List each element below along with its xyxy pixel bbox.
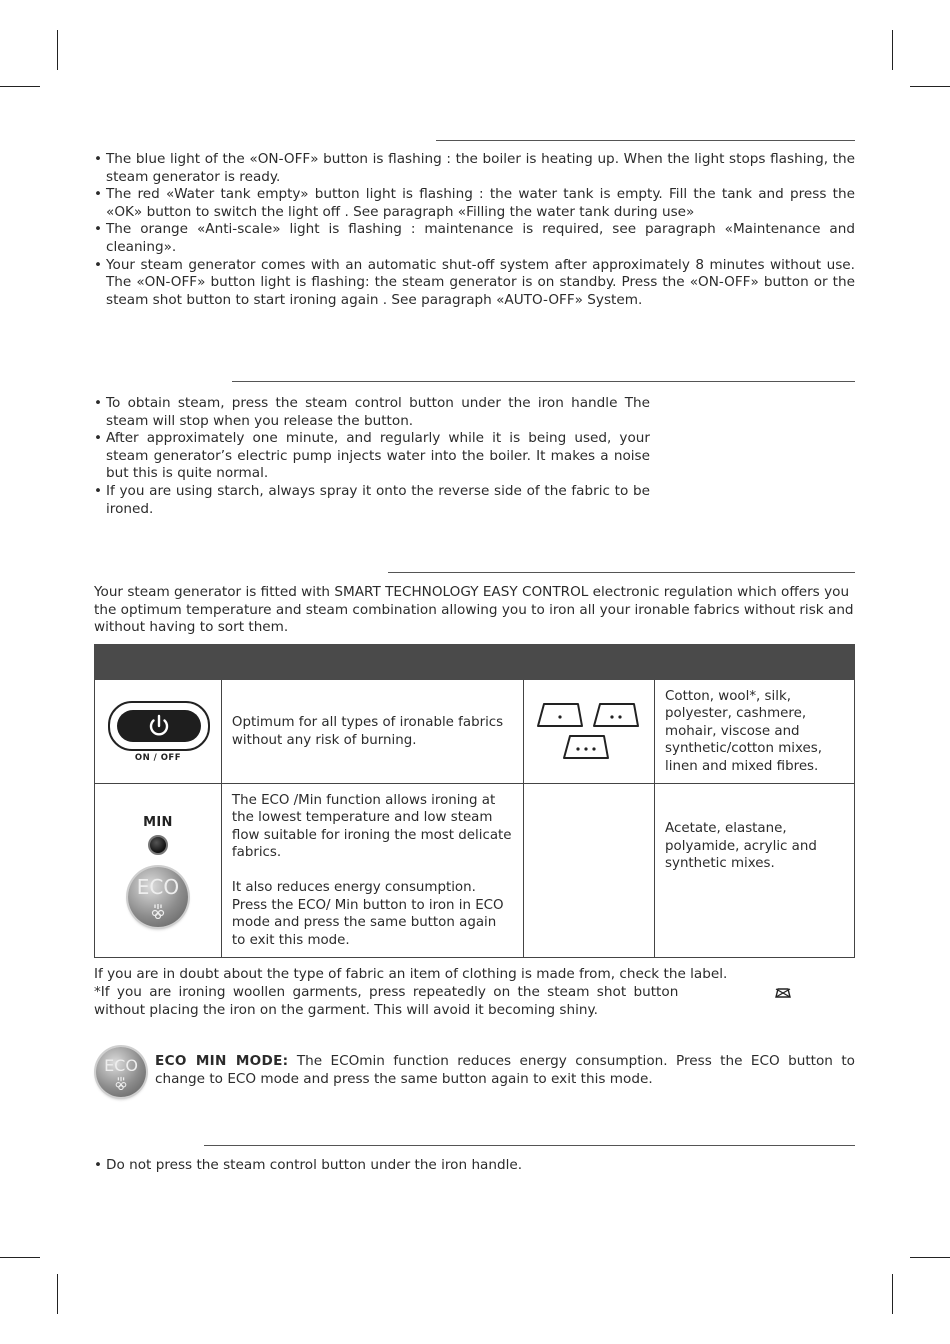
table-header-cell bbox=[524, 645, 655, 680]
table-row bbox=[95, 680, 855, 784]
onoff-button-outline bbox=[108, 701, 210, 751]
list-item: • To obtain steam, press the steam control button under the iron handle The steam will stop when you release the button. bbox=[94, 395, 650, 430]
list-item: • The red «Water tank empty» button light is flashing : the water tank is empty. Fill the tank and press the «OK» button to switch the light off . See paragraph «Filling the water tank during use» bbox=[94, 186, 855, 221]
crop-mark bbox=[910, 1257, 950, 1258]
power-icon bbox=[117, 710, 201, 742]
status-light-list bbox=[94, 151, 855, 309]
table-header-cell bbox=[655, 645, 855, 680]
crop-mark bbox=[0, 86, 40, 87]
steam-drops-icon bbox=[114, 1076, 128, 1090]
eco-min-description-2: It also reduces energy consumption. Press the ECO/ Min button to iron in ECO mode and press the same button again to exit this mode. bbox=[231, 880, 504, 948]
list-item: • The blue light of the «ON-OFF» button is flashing : the boiler is heating up. When the light stops flashing, the steam generator is ready. bbox=[94, 151, 855, 186]
eco-mode-paragraph bbox=[155, 1053, 855, 1088]
min-label: MIN bbox=[143, 815, 173, 831]
eco-button-illustration bbox=[128, 867, 188, 927]
crop-mark bbox=[892, 1274, 893, 1314]
list-item: • The orange «Anti-scale» light is flashing : maintenance is required, see paragraph «Maintenance and cleaning». bbox=[94, 221, 855, 256]
table-row bbox=[95, 784, 855, 958]
onoff-cell bbox=[95, 680, 222, 784]
no-contact-icon bbox=[774, 987, 792, 999]
section-rule bbox=[388, 572, 855, 573]
table-cell bbox=[524, 784, 655, 958]
steam-instructions-list bbox=[94, 395, 650, 518]
eco-min-cell bbox=[95, 784, 222, 958]
table-header-row bbox=[95, 645, 855, 680]
list-item: • Your steam generator comes with an automatic shut-off system after approximately 8 minutes without use. The «ON-OFF» button light is flashing: the steam generator is on standby. Press the «ON-OFF» button or the steam shot button to start ironing again . See paragraph «AUTO-OFF» System. bbox=[94, 257, 855, 310]
list-item: • After approximately one minute, and regularly while it is being used, your steam generator’s electric pump injects water into the boiler. It makes a noise but this is quite normal. bbox=[94, 430, 650, 483]
eco-min-description: The ECO /Min function allows ironing at the lowest temperature and low steam flow suitable for ironing the most delicate fabrics. bbox=[231, 792, 512, 861]
min-light-icon bbox=[148, 835, 168, 855]
dry-ironing-list bbox=[94, 1157, 855, 1175]
table-cell: Acetate, elastane, polyamide, acrylic and synthetic mixes. bbox=[655, 784, 855, 958]
iron-three-dots-icon bbox=[560, 732, 612, 762]
onoff-caption: ON / OFF bbox=[134, 752, 182, 763]
fabric-label-note: If you are in doubt about the type of fabric an item of clothing is made from, check the label. bbox=[94, 966, 728, 982]
smart-technology-intro: Your steam generator is fitted with SMART TECHNOLOGY EASY CONTROL electronic regulation which offers you the optimum temperature and steam combination allowing you to iron all your ironable fabrics without risk and without having to sort them. bbox=[94, 584, 854, 636]
min-indicator bbox=[105, 814, 211, 855]
wool-note-line-2: without placing the iron on the garment. This will avoid it becoming shiny. bbox=[94, 1002, 598, 1018]
steam-drops-icon bbox=[150, 903, 166, 919]
onoff-button-illustration bbox=[108, 701, 208, 763]
list-item: • If you are using starch, always spray it onto the reverse side of the fabric to be ironed. bbox=[94, 483, 650, 518]
crop-mark bbox=[0, 1257, 40, 1258]
crop-mark bbox=[57, 1274, 58, 1314]
table-cell bbox=[221, 784, 523, 958]
eco-badge-label: ECO bbox=[104, 1056, 138, 1075]
section-rule bbox=[204, 1145, 855, 1146]
eco-mode-badge bbox=[96, 1047, 146, 1097]
iron-two-dots-icon bbox=[590, 700, 642, 730]
eco-mode-text: The ECOmin function reduces energy consumption. Press the ECO button to change to ECO mode and press the same button again to exit this mode. bbox=[155, 1053, 855, 1087]
onoff-button-body bbox=[117, 710, 201, 742]
wool-note bbox=[94, 984, 855, 1002]
table-header-cell bbox=[221, 645, 523, 680]
section-rule bbox=[232, 381, 855, 382]
crop-mark bbox=[57, 30, 58, 70]
table-cell: Optimum for all types of ironable fabrics without any risk of burning. bbox=[221, 680, 523, 784]
iron-one-dot-icon bbox=[534, 700, 586, 730]
list-item: • Do not press the steam control button under the iron handle. bbox=[94, 1157, 855, 1175]
temperature-dots-cell bbox=[524, 680, 655, 784]
table-cell: Cotton, wool*, silk, polyester, cashmere, mohair, viscose and synthetic/cotton mixes, linen and mixed fibres. bbox=[655, 680, 855, 784]
eco-button-label: ECO bbox=[136, 874, 180, 899]
fabric-settings-table bbox=[94, 644, 855, 958]
eco-mode-title: ECO MIN MODE: bbox=[155, 1053, 289, 1069]
wool-note-line-1: *If you are ironing woollen garments, press repeatedly on the steam shot button bbox=[94, 984, 679, 1000]
crop-mark bbox=[910, 86, 950, 87]
table-header-cell bbox=[95, 645, 222, 680]
crop-mark bbox=[892, 30, 893, 70]
iron-temperature-icons bbox=[534, 700, 644, 764]
section-rule bbox=[436, 140, 855, 141]
